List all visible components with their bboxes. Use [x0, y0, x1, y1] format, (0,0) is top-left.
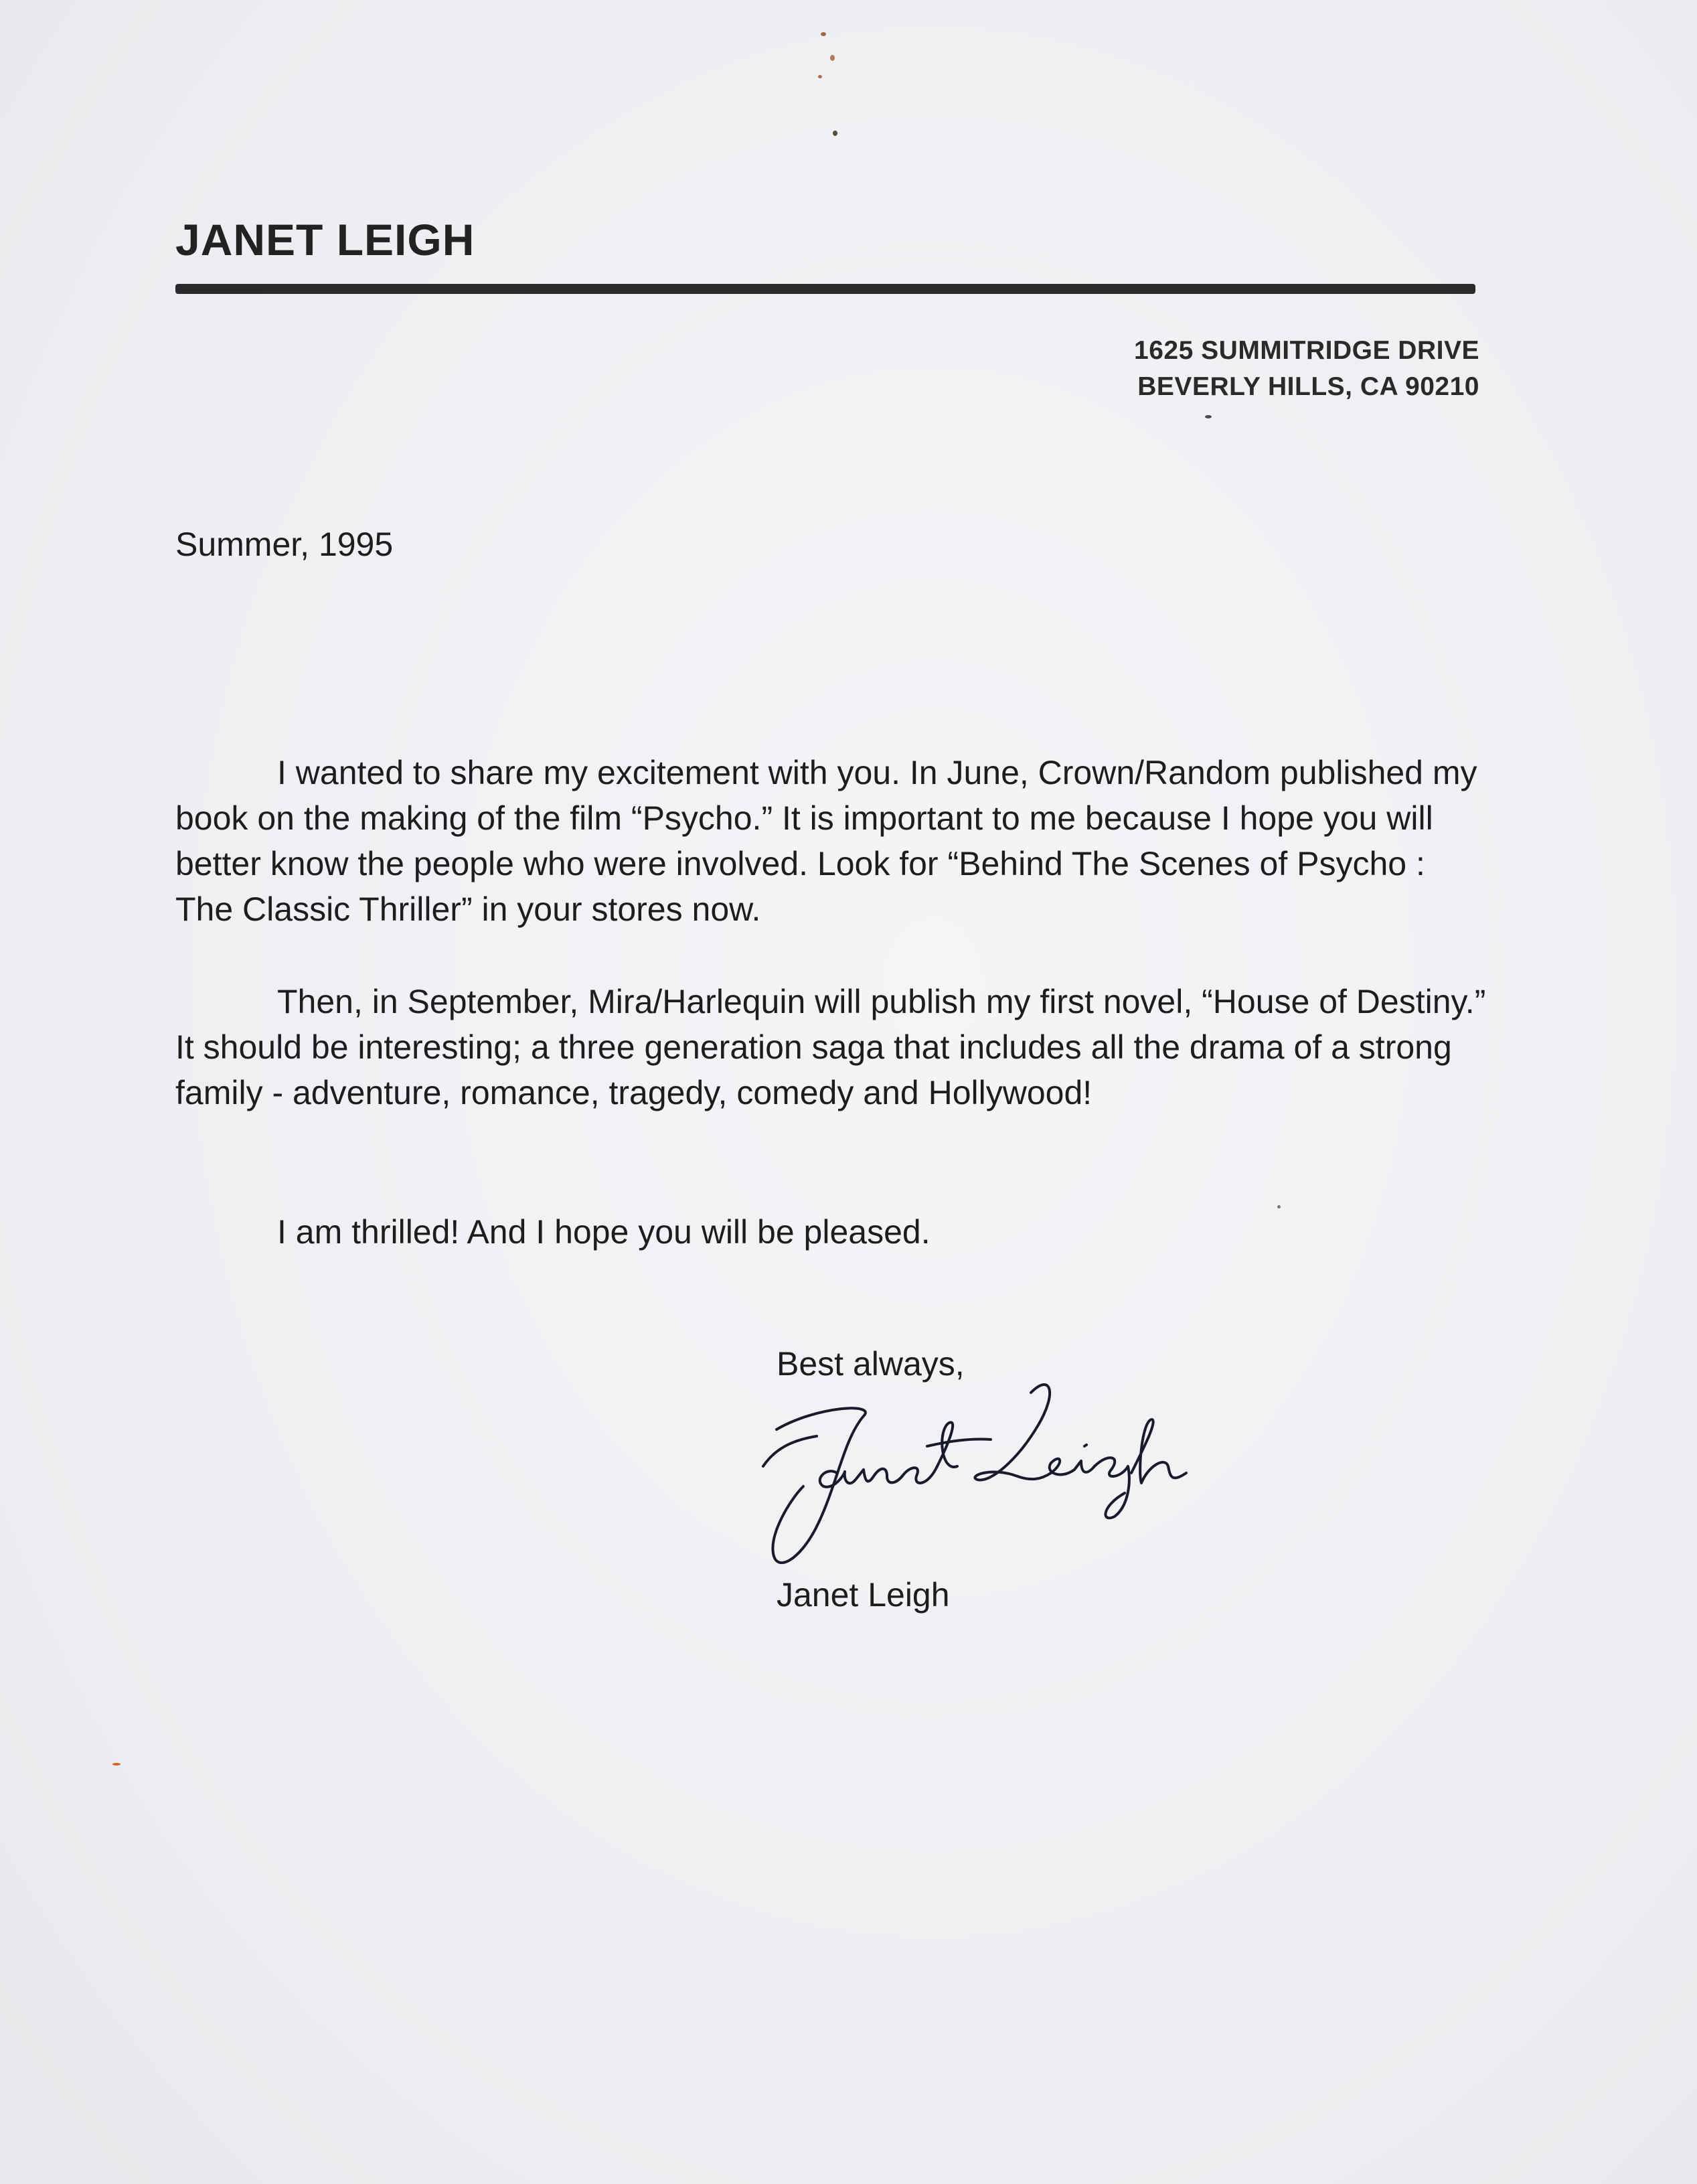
- body-paragraph-3: I am thrilled! And I hope you will be pleased.: [277, 1213, 931, 1251]
- paper-speck: [830, 55, 835, 61]
- paper-speck: [1277, 1205, 1281, 1208]
- paper-speck: [1205, 415, 1212, 418]
- letterhead-address: [1134, 333, 1479, 405]
- closing-salutation: Best always,: [777, 1345, 965, 1383]
- handwritten-signature: [736, 1366, 1205, 1587]
- letter-date: Summer, 1995: [175, 526, 394, 563]
- address-line-2: BEVERLY HILLS, CA 90210: [1137, 372, 1479, 401]
- paper-speck: [821, 32, 826, 36]
- signer-name: Janet Leigh: [777, 1576, 950, 1614]
- body-paragraph-2: Then, in September, Mira/Harlequin will publish my first novel, “House of Destiny.” It should be interesting; a three generation saga that includes all the drama of a strong family - adventure, romance, tragedy, comedy and Hollywood!: [175, 983, 1486, 1111]
- address-line-1: 1625 SUMMITRIDGE DRIVE: [1134, 336, 1479, 365]
- paper-speck: [112, 1763, 120, 1766]
- letterhead-rule: [175, 284, 1475, 294]
- letterhead-name: JANET LEIGH: [175, 215, 475, 264]
- paper-speck: [818, 75, 822, 78]
- paper-speck: [833, 131, 837, 136]
- body-paragraph-1: I wanted to share my excitement with you. In June, Crown/Random published my book on the making of the film “Psycho.” It is important to me because I hope you will better know the people who were involved. Look for “Behind The Scenes of Psycho : The Classic Thriller” in your stores now.: [175, 754, 1477, 928]
